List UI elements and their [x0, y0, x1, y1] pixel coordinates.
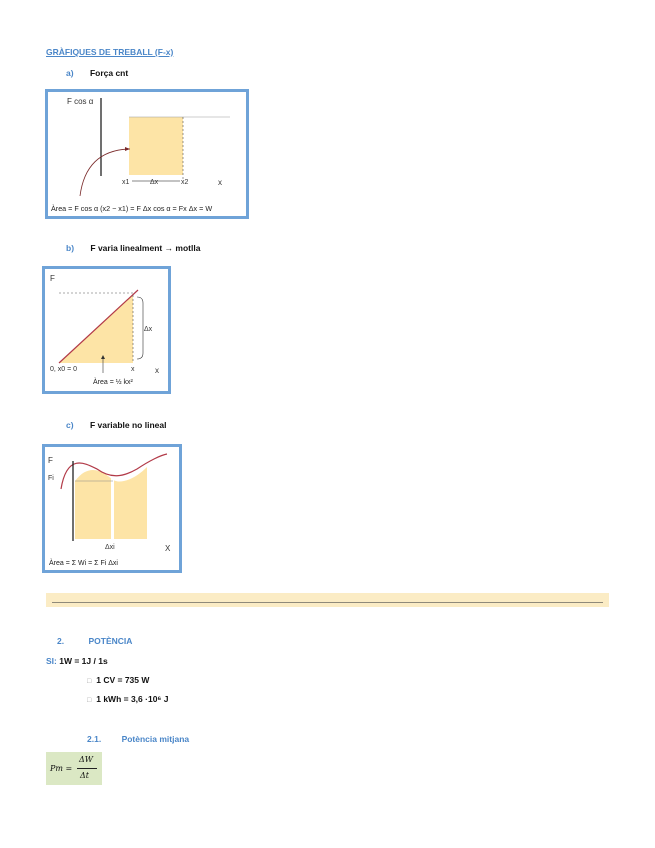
bullet-cv [87, 675, 149, 685]
section-2-heading [57, 636, 132, 646]
si-label: SI: [46, 656, 57, 666]
formula-numerator: ΔW [79, 755, 93, 764]
y-axis-label: F [50, 274, 55, 283]
figure-constant-force [45, 89, 249, 219]
section-2-title: POTÈNCIA [88, 636, 133, 646]
figure-nonlinear-force [42, 444, 182, 573]
fi-label: Fi [48, 475, 54, 482]
origin-label: 0, x0 = 0 [50, 366, 78, 373]
section-title: GRÀFIQUES DE TREBALL (F-x) [46, 47, 174, 57]
dx-brace [137, 297, 143, 359]
strip-separator [111, 477, 114, 539]
formula-lhs: Pm = [50, 764, 73, 773]
item-b-text: F varia linealment → motlla [90, 243, 201, 253]
bullet-icon: □ [87, 697, 92, 704]
section-2-1-number: 2.1. [87, 734, 102, 744]
item-c-text: F variable no lineal [89, 420, 167, 430]
item-b-label: b) [66, 243, 75, 253]
dxi-label: Δxi [105, 544, 115, 551]
bullet-kwh [87, 694, 168, 704]
item-a-text: Força cnt [89, 68, 129, 78]
x-axis-label: x [218, 178, 222, 187]
item-c [66, 420, 166, 430]
separator-line [52, 602, 603, 603]
item-c-label: c) [66, 420, 74, 430]
area-formula: Àrea = F cos α (x2 − x1) = F Δx cos α = Fx Δx = W [51, 204, 213, 213]
section-2-1-title: Potència mitjana [121, 734, 190, 744]
figure-linear-force [42, 266, 171, 394]
bullet-cv-text: 1 CV = 735 W [96, 675, 150, 685]
si-line [46, 656, 108, 666]
si-value: 1W = 1J / 1s [59, 656, 108, 666]
y-axis-label: F cos α [67, 97, 94, 106]
x1-label: x1 [122, 179, 130, 186]
item-b [66, 243, 200, 253]
fraction-bar [77, 768, 97, 769]
item-a [66, 68, 128, 78]
area-formula: Àrea = Σ Wi = Σ Fi Δxi [49, 560, 118, 567]
formula-denominator: Δt [80, 771, 89, 780]
dx-label: Δx [144, 326, 153, 333]
bullet-kwh-text: 1 kWh = 3,6 ·10⁶ J [96, 694, 169, 704]
section-separator [46, 593, 609, 607]
x-tick-label: x [131, 366, 135, 373]
bullet-icon: □ [87, 678, 92, 685]
item-a-label: a) [66, 68, 74, 78]
x-axis-label: X [165, 544, 171, 553]
section-2-1-heading [87, 734, 189, 744]
area-formula: Àrea = ½ kx² [93, 379, 133, 386]
x-axis-label: x [155, 366, 159, 375]
work-area [129, 117, 183, 175]
y-axis-label: F [48, 456, 53, 465]
section-2-number: 2. [57, 636, 65, 646]
mean-power-formula [46, 752, 102, 785]
dx-label: Δx [150, 179, 159, 186]
area-pointer-arrow [80, 149, 130, 196]
x2-label: x2 [181, 179, 189, 186]
